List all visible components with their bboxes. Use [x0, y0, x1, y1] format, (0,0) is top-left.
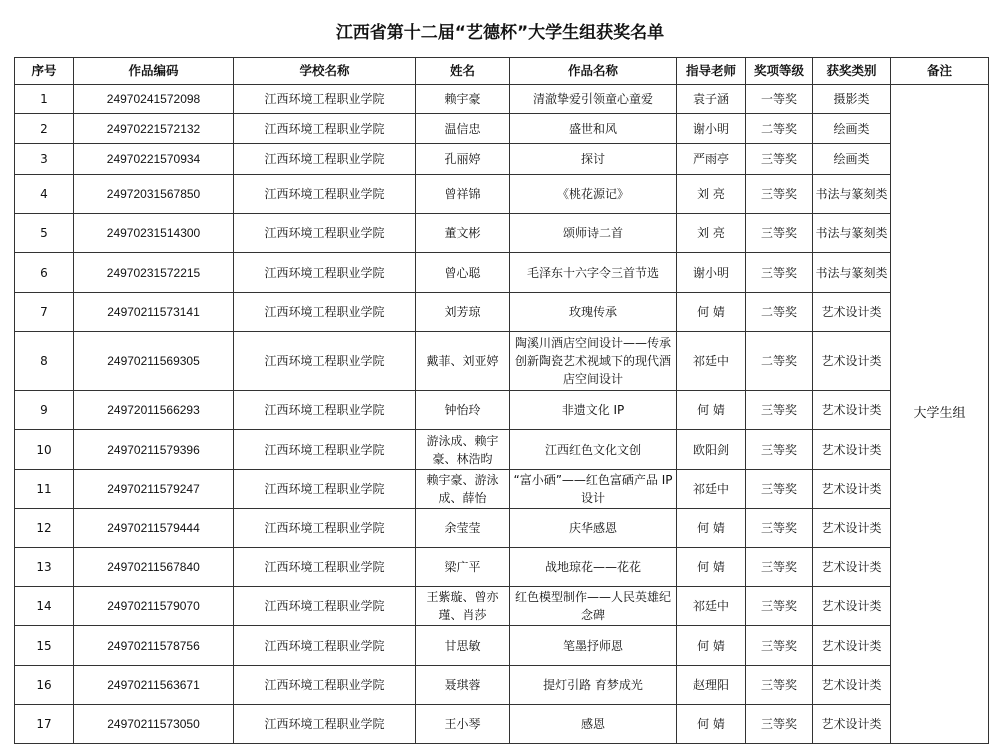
cell-seq: 6 — [15, 253, 74, 293]
cell-teacher: 刘 亮 — [677, 175, 746, 214]
cell-teacher: 欧阳剑 — [677, 430, 746, 470]
cell-level: 三等奖 — [746, 391, 813, 430]
table-header-row — [15, 58, 989, 85]
cell-teacher: 谢小明 — [677, 114, 746, 144]
cell-category: 书法与篆刻类 — [813, 175, 891, 214]
cell-name: 曾祥锦 — [416, 175, 510, 214]
cell-seq: 8 — [15, 332, 74, 391]
table-row — [15, 293, 989, 332]
cell-category: 艺术设计类 — [813, 509, 891, 548]
header-teacher: 指导老师 — [677, 58, 746, 85]
cell-category: 书法与篆刻类 — [813, 253, 891, 293]
cell-seq: 7 — [15, 293, 74, 332]
cell-seq: 3 — [15, 144, 74, 175]
cell-code: 24970221570934 — [74, 144, 234, 175]
cell-name: 钟怡玲 — [416, 391, 510, 430]
header-seq: 序号 — [15, 58, 74, 85]
cell-name: 孔丽婷 — [416, 144, 510, 175]
cell-work: 陶溪川酒店空间设计——传承创新陶瓷艺术视域下的现代酒店空间设计 — [510, 332, 677, 391]
table-row — [15, 214, 989, 253]
cell-work: 战地琼花——花花 — [510, 548, 677, 587]
table-row — [15, 626, 989, 666]
cell-school: 江西环境工程职业学院 — [234, 175, 416, 214]
cell-code: 24972031567850 — [74, 175, 234, 214]
cell-school: 江西环境工程职业学院 — [234, 666, 416, 705]
table-row — [15, 430, 989, 470]
cell-level: 三等奖 — [746, 587, 813, 626]
cell-work: 颂师诗二首 — [510, 214, 677, 253]
cell-teacher: 袁子涵 — [677, 85, 746, 114]
header-work: 作品名称 — [510, 58, 677, 85]
cell-code: 24970211573141 — [74, 293, 234, 332]
cell-category: 艺术设计类 — [813, 430, 891, 470]
cell-seq: 17 — [15, 705, 74, 744]
cell-level: 三等奖 — [746, 548, 813, 587]
table-row — [15, 175, 989, 214]
cell-teacher: 祁廷中 — [677, 332, 746, 391]
cell-level: 三等奖 — [746, 175, 813, 214]
cell-teacher: 祁廷中 — [677, 470, 746, 509]
cell-teacher: 何 婧 — [677, 509, 746, 548]
cell-level: 三等奖 — [746, 705, 813, 744]
cell-level: 二等奖 — [746, 332, 813, 391]
cell-work: 清澈挚爱引领童心童爱 — [510, 85, 677, 114]
cell-school: 江西环境工程职业学院 — [234, 332, 416, 391]
cell-school: 江西环境工程职业学院 — [234, 293, 416, 332]
cell-work: 提灯引路 育梦成光 — [510, 666, 677, 705]
header-code: 作品编码 — [74, 58, 234, 85]
cell-seq: 11 — [15, 470, 74, 509]
cell-code: 24970231572215 — [74, 253, 234, 293]
cell-level: 三等奖 — [746, 214, 813, 253]
cell-teacher: 严雨亭 — [677, 144, 746, 175]
cell-level: 三等奖 — [746, 144, 813, 175]
cell-name: 王紫璇、曾亦瑾、肖莎 — [416, 587, 510, 626]
cell-code: 24970211563671 — [74, 666, 234, 705]
cell-level: 三等奖 — [746, 470, 813, 509]
cell-level: 三等奖 — [746, 253, 813, 293]
cell-work: 红色模型制作——人民英雄纪念碑 — [510, 587, 677, 626]
cell-name: 刘芳琼 — [416, 293, 510, 332]
cell-seq: 10 — [15, 430, 74, 470]
cell-category: 书法与篆刻类 — [813, 214, 891, 253]
cell-name: 赖宇豪 — [416, 85, 510, 114]
cell-level: 一等奖 — [746, 85, 813, 114]
cell-work: 盛世和风 — [510, 114, 677, 144]
table-row — [15, 548, 989, 587]
cell-work: 《桃花源记》 — [510, 175, 677, 214]
cell-school: 江西环境工程职业学院 — [234, 470, 416, 509]
cell-level: 三等奖 — [746, 430, 813, 470]
cell-work: 庆华感恩 — [510, 509, 677, 548]
cell-work: 非遗文化 IP — [510, 391, 677, 430]
cell-category: 绘画类 — [813, 144, 891, 175]
cell-code: 24970211567840 — [74, 548, 234, 587]
cell-code: 24970211579396 — [74, 430, 234, 470]
cell-teacher: 何 婧 — [677, 705, 746, 744]
cell-name: 赖宇豪、游泳成、薛怡 — [416, 470, 510, 509]
cell-school: 江西环境工程职业学院 — [234, 253, 416, 293]
cell-name: 游泳成、赖宇豪、林浩昀 — [416, 430, 510, 470]
cell-category: 艺术设计类 — [813, 332, 891, 391]
header-remark: 备注 — [891, 58, 989, 85]
cell-code: 24970231514300 — [74, 214, 234, 253]
cell-code: 24970221572132 — [74, 114, 234, 144]
cell-seq: 16 — [15, 666, 74, 705]
table-row — [15, 144, 989, 175]
cell-level: 二等奖 — [746, 293, 813, 332]
cell-category: 艺术设计类 — [813, 705, 891, 744]
cell-name: 梁广平 — [416, 548, 510, 587]
cell-seq: 9 — [15, 391, 74, 430]
cell-category: 艺术设计类 — [813, 626, 891, 666]
cell-code: 24970241572098 — [74, 85, 234, 114]
cell-code: 24970211579247 — [74, 470, 234, 509]
cell-category: 绘画类 — [813, 114, 891, 144]
cell-name: 余莹莹 — [416, 509, 510, 548]
table-row — [15, 85, 989, 114]
cell-school: 江西环境工程职业学院 — [234, 214, 416, 253]
cell-category: 艺术设计类 — [813, 587, 891, 626]
cell-seq: 1 — [15, 85, 74, 114]
cell-work: 玫瑰传承 — [510, 293, 677, 332]
cell-name: 甘思敏 — [416, 626, 510, 666]
cell-level: 三等奖 — [746, 666, 813, 705]
header-level: 奖项等级 — [746, 58, 813, 85]
cell-seq: 5 — [15, 214, 74, 253]
cell-work: 毛泽东十六字令三首节选 — [510, 253, 677, 293]
cell-school: 江西环境工程职业学院 — [234, 548, 416, 587]
cell-school: 江西环境工程职业学院 — [234, 114, 416, 144]
table-row — [15, 509, 989, 548]
cell-work: 感恩 — [510, 705, 677, 744]
cell-work: 探讨 — [510, 144, 677, 175]
cell-name: 温信忠 — [416, 114, 510, 144]
cell-name: 聂琪蓉 — [416, 666, 510, 705]
cell-category: 艺术设计类 — [813, 666, 891, 705]
cell-code: 24970211578756 — [74, 626, 234, 666]
cell-level: 三等奖 — [746, 509, 813, 548]
cell-level: 三等奖 — [746, 626, 813, 666]
cell-code: 24970211579070 — [74, 587, 234, 626]
cell-level: 二等奖 — [746, 114, 813, 144]
header-name: 姓名 — [416, 58, 510, 85]
cell-school: 江西环境工程职业学院 — [234, 430, 416, 470]
cell-name: 王小琴 — [416, 705, 510, 744]
cell-category: 艺术设计类 — [813, 293, 891, 332]
cell-work: “富小硒”——红色富硒产品 IP 设计 — [510, 470, 677, 509]
cell-seq: 12 — [15, 509, 74, 548]
cell-seq: 2 — [15, 114, 74, 144]
table-row — [15, 705, 989, 744]
cell-category: 摄影类 — [813, 85, 891, 114]
cell-teacher: 何 婧 — [677, 548, 746, 587]
cell-name: 曾心聪 — [416, 253, 510, 293]
cell-name: 戴菲、刘亚婷 — [416, 332, 510, 391]
cell-work: 江西红色文化文创 — [510, 430, 677, 470]
cell-school: 江西环境工程职业学院 — [234, 509, 416, 548]
header-category: 获奖类别 — [813, 58, 891, 85]
cell-remark: 大学生组 — [891, 85, 989, 744]
table-row — [15, 666, 989, 705]
cell-code: 24970211569305 — [74, 332, 234, 391]
cell-school: 江西环境工程职业学院 — [234, 85, 416, 114]
table-row — [15, 470, 989, 509]
cell-school: 江西环境工程职业学院 — [234, 705, 416, 744]
table-row — [15, 253, 989, 293]
cell-teacher: 何 婧 — [677, 293, 746, 332]
document-title: 江西省第十二届“艺德杯”大学生组获奖名单 — [335, 23, 665, 43]
cell-code: 24970211573050 — [74, 705, 234, 744]
cell-code: 24972011566293 — [74, 391, 234, 430]
table-row — [15, 332, 989, 391]
cell-teacher: 祁廷中 — [677, 587, 746, 626]
cell-code: 24970211579444 — [74, 509, 234, 548]
cell-seq: 15 — [15, 626, 74, 666]
cell-school: 江西环境工程职业学院 — [234, 626, 416, 666]
cell-seq: 13 — [15, 548, 74, 587]
cell-name: 董文彬 — [416, 214, 510, 253]
cell-school: 江西环境工程职业学院 — [234, 391, 416, 430]
cell-work: 笔墨抒师恩 — [510, 626, 677, 666]
cell-teacher: 谢小明 — [677, 253, 746, 293]
cell-category: 艺术设计类 — [813, 548, 891, 587]
cell-school: 江西环境工程职业学院 — [234, 587, 416, 626]
cell-teacher: 刘 亮 — [677, 214, 746, 253]
header-school: 学校名称 — [234, 58, 416, 85]
award-table — [14, 57, 989, 744]
cell-seq: 14 — [15, 587, 74, 626]
cell-school: 江西环境工程职业学院 — [234, 144, 416, 175]
table-row — [15, 391, 989, 430]
cell-category: 艺术设计类 — [813, 391, 891, 430]
cell-category: 艺术设计类 — [813, 470, 891, 509]
table-row — [15, 587, 989, 626]
cell-seq: 4 — [15, 175, 74, 214]
cell-teacher: 何 婧 — [677, 626, 746, 666]
cell-teacher: 赵理阳 — [677, 666, 746, 705]
table-row — [15, 114, 989, 144]
cell-teacher: 何 婧 — [677, 391, 746, 430]
